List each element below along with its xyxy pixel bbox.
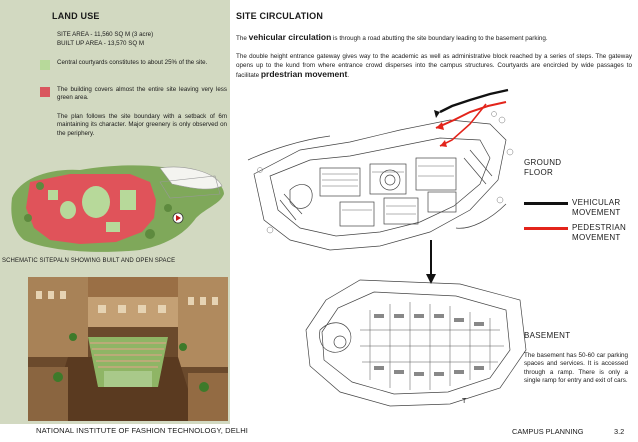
basement-description: The basement has 50-60 car parking spaces and services. It is accessed through a ramp. There is only a single ramp for entry and exit of cars. <box>524 352 628 385</box>
vehicular-movement-label: VEHICULAR MOVEMENT <box>572 198 621 217</box>
page-number: 3.2 <box>614 427 625 436</box>
footer-section: CAMPUS PLANNING <box>512 427 584 436</box>
vehicular-circulation-text: The vehicular circulation is through a road abutting the site boundary leading to the basement parking. <box>236 32 548 42</box>
built-legend-text: The building covers almost the entire site leaving very less green area. <box>57 86 227 102</box>
pedestrian-movement-highlight: prdestrian movement <box>260 69 348 80</box>
pedestrian-movement-label: PEDESTRIAN MOVEMENT <box>572 223 627 242</box>
basement-label: BASEMENT <box>524 331 571 340</box>
footer-institute: NATIONAL INSTITUTE OF FASHION TECHNOLOGY, DELHI <box>36 426 249 435</box>
land-use-title: LAND USE <box>52 11 100 21</box>
site-plan-caption: SCHEMATIC SITEPALN SHOWING BUILT AND OPEN SPACE <box>2 258 176 264</box>
pedestrian-movement-legend-line <box>524 227 568 230</box>
ground-floor-label: GROUND FLOOR <box>524 158 562 177</box>
ground-floor-plan <box>240 80 518 260</box>
schematic-site-plan <box>10 158 228 256</box>
drawing-mark: T <box>462 398 467 405</box>
area-figures <box>57 31 153 48</box>
basement-plan <box>300 270 530 410</box>
courtyard-legend-swatch <box>40 60 50 70</box>
vehicular-movement-legend-line <box>524 202 568 205</box>
plan-description: The plan follows the site boundary with a setback of 6m maintaining its character. Major greenery is only observed on the periphery. <box>57 113 227 137</box>
land-use-panel <box>0 0 230 424</box>
courtyard-model-photo <box>28 277 228 421</box>
built-legend-swatch <box>40 87 50 97</box>
courtyard-legend-text: Central courtyards constitutes to about 25% of the site. <box>57 59 208 66</box>
built-up-area: BUILT UP AREA - 13,570 SQ M <box>57 39 145 47</box>
pedestrian-circulation-text: The double height entrance gateway gives way to the academic as well as administrative block reached by a series of steps. The gateway opens up to the kund from where entrance crowd disperses into the campus structures. Courtyards are encircled by wide passages to facilitate prdestrian movement. <box>236 53 632 80</box>
site-area: SITE AREA - 11,560 SQ M (3 acre) <box>57 31 154 38</box>
site-circulation-title: SITE CIRCULATION <box>236 11 324 21</box>
vehicular-circulation-highlight: vehicular circulation <box>248 32 332 42</box>
